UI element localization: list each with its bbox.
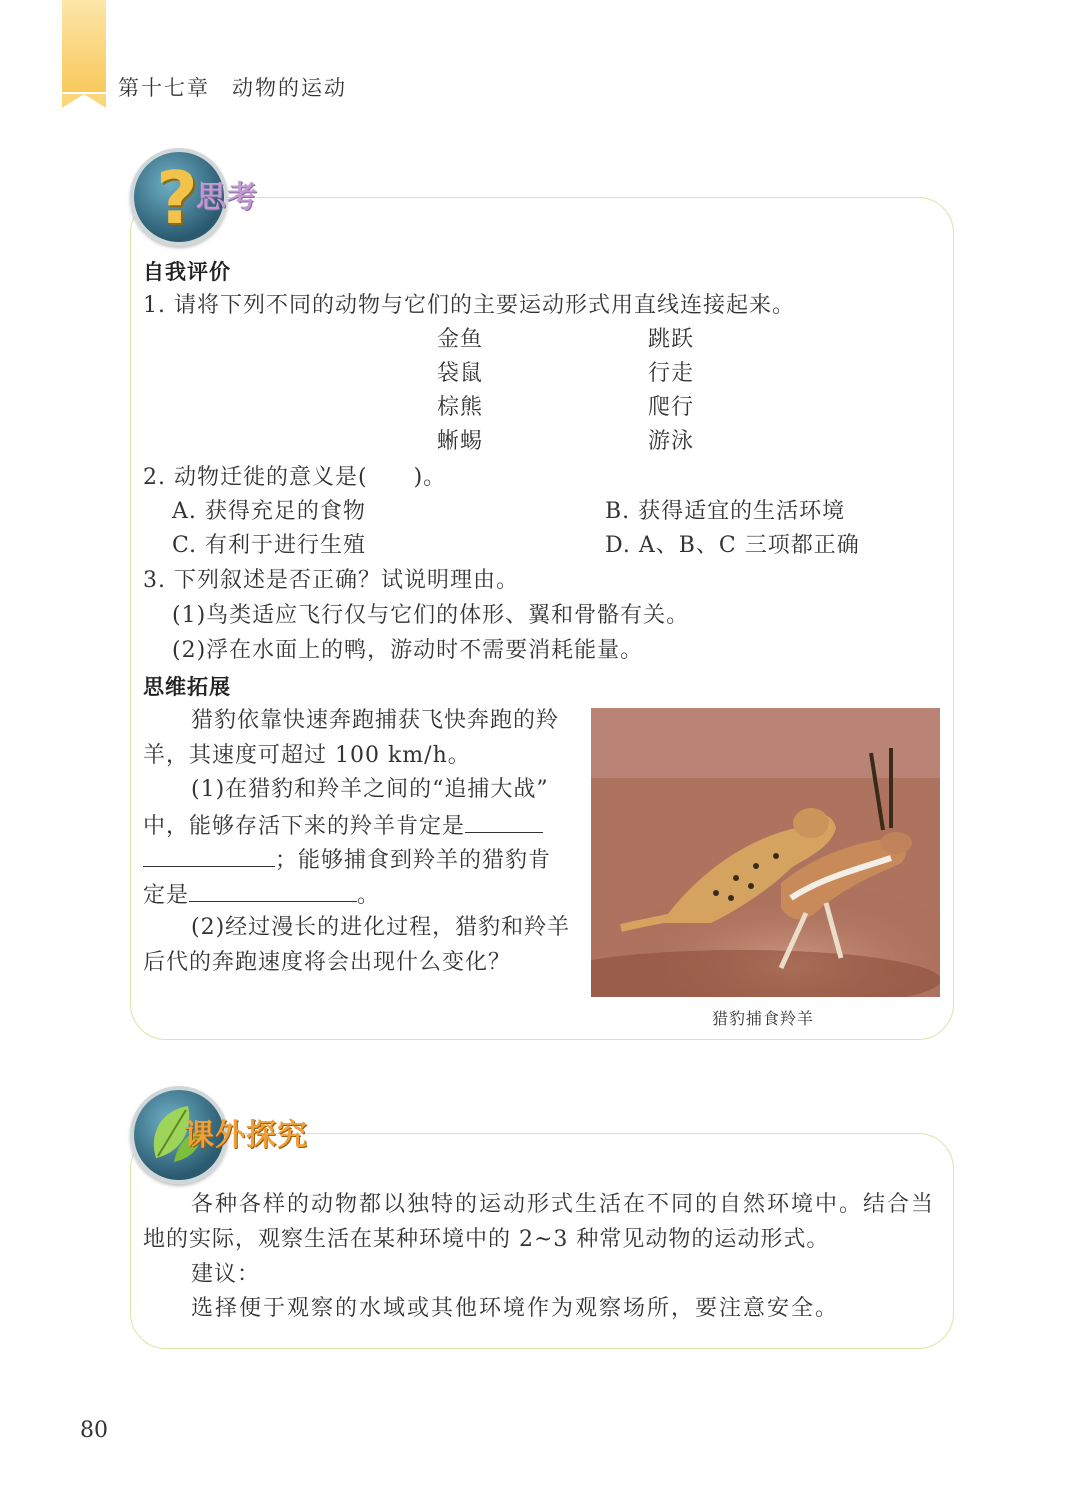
- question-3-1: (1)鸟类适应飞行仅与它们的体形、翼和骨骼有关。: [172, 603, 690, 628]
- expand-text-line: 。: [357, 883, 381, 908]
- expand-text-line: 中，能够存活下来的羚羊肯定是: [143, 814, 466, 839]
- question-3: 3. 下列叙述是否正确？试说明理由。: [143, 568, 519, 593]
- animal-item: 金鱼: [437, 327, 484, 352]
- expand-text-line: 后代的奔跑速度将会出现什么变化？: [143, 950, 512, 975]
- animal-item: 蜥蜴: [437, 429, 484, 454]
- question-2: 2. 动物迁徙的意义是( )。: [143, 465, 447, 490]
- option-c: C. 有利于进行生殖: [172, 533, 367, 558]
- expand-heading: 思维拓展: [143, 675, 231, 699]
- expand-text-line: 定是: [143, 883, 190, 908]
- explore-text-line: 地的实际，观察生活在某种环境中的 2~3 种常见动物的运动形式。: [143, 1227, 830, 1252]
- chapter-tab-marker: [62, 0, 106, 92]
- photo-caption: 猎豹捕食羚羊: [712, 1009, 815, 1028]
- chapter-number: 第十七章: [118, 76, 210, 100]
- question-1: 1. 请将下列不同的动物与它们的主要运动形式用直线连接起来。: [143, 293, 795, 318]
- explore-text-line: 各种各样的动物都以独特的运动形式生活在不同的自然环境中。结合当: [191, 1192, 936, 1217]
- answer-blank[interactable]: [465, 808, 543, 833]
- question-3-2: (2)浮在水面上的鸭，游动时不需要消耗能量。: [172, 638, 644, 663]
- animal-item: 袋鼠: [437, 361, 484, 386]
- explore-section-title: 课外探究: [184, 1118, 308, 1153]
- option-b: B. 获得适宜的生活环境: [605, 499, 846, 524]
- tip-text: 选择便于观察的水域或其他环境作为观察场所，要注意安全。: [191, 1296, 840, 1321]
- answer-blank[interactable]: [189, 877, 357, 902]
- movement-item: 游泳: [648, 429, 695, 454]
- chapter-title: 动物的运动: [232, 76, 347, 100]
- option-d: D. A、B、C 三项都正确: [605, 533, 860, 558]
- movement-item: 跳跃: [648, 327, 695, 352]
- question-mark-icon: ?: [130, 148, 228, 246]
- expand-text-line: 猎豹依靠快速奔跑捕获飞快奔跑的羚: [191, 708, 560, 733]
- animal-item: 棕熊: [437, 395, 484, 420]
- expand-text-line: ；能够捕食到羚羊的猎豹肯: [275, 848, 552, 873]
- self-eval-heading: 自我评价: [143, 260, 231, 284]
- expand-text-line: (2)经过漫长的进化过程，猎豹和羚羊: [191, 915, 571, 940]
- expand-text-line: (1)在猎豹和羚羊之间的“追捕大战”: [191, 777, 549, 802]
- expand-text-line: 羊，其速度可超过 100 km/h。: [143, 743, 471, 768]
- chapter-heading: [118, 72, 347, 102]
- cheetah-gazelle-photo: [591, 708, 940, 997]
- movement-item: 爬行: [648, 395, 695, 420]
- option-a: A. 获得充足的食物: [172, 499, 366, 524]
- think-section-title: 思考: [196, 180, 258, 215]
- page-number: 80: [80, 1418, 108, 1443]
- tip-label: 建议：: [191, 1262, 261, 1287]
- movement-item: 行走: [648, 361, 695, 386]
- answer-blank[interactable]: [143, 842, 275, 867]
